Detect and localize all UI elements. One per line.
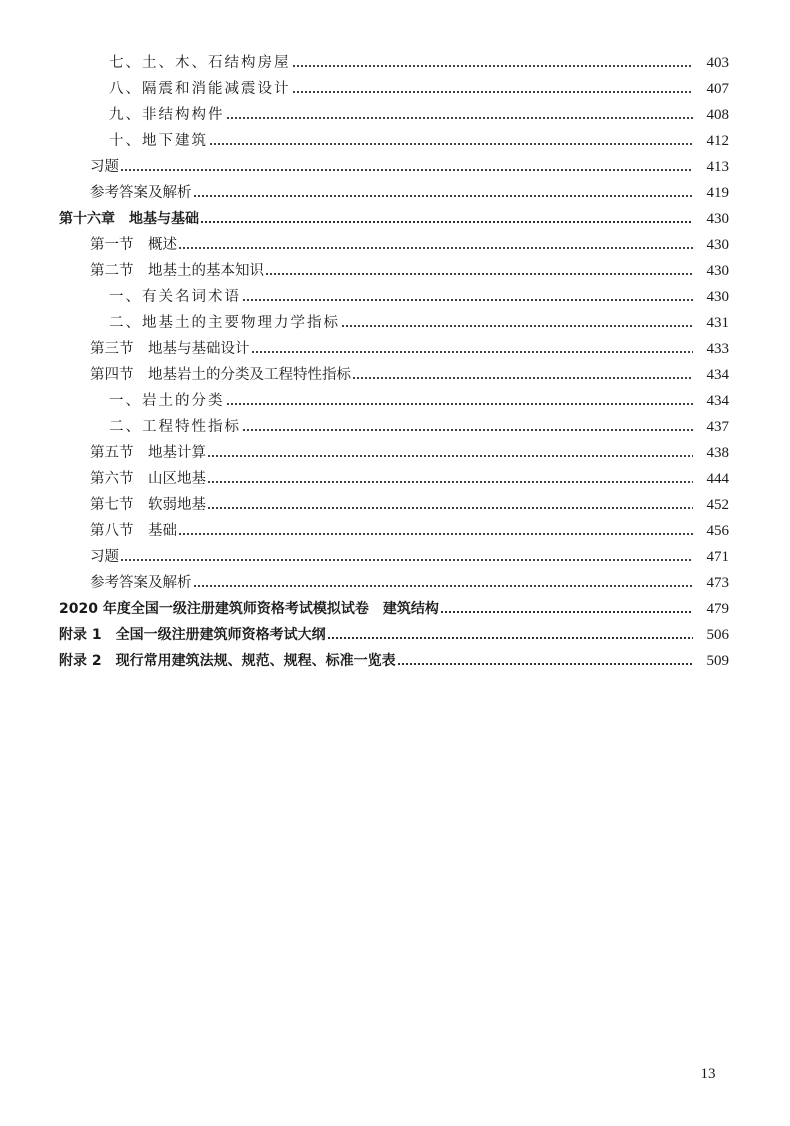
toc-entry[interactable] bbox=[109, 284, 729, 310]
toc-entry[interactable] bbox=[109, 50, 729, 76]
toc-entry-page: 444 bbox=[706, 471, 729, 487]
toc-entry-page: 437 bbox=[706, 419, 729, 435]
toc-entry-page: 434 bbox=[706, 393, 729, 409]
dot-leader bbox=[207, 492, 693, 518]
toc-entry-title: 第一节 概述 bbox=[90, 237, 177, 253]
dot-leader bbox=[341, 310, 693, 336]
toc-entry-title: 第四节 地基岩土的分类及工程特性指标 bbox=[90, 367, 351, 383]
toc-entry-title: 参考答案及解析 bbox=[90, 185, 192, 201]
toc-entry[interactable] bbox=[90, 466, 729, 492]
toc-entry-page: 412 bbox=[706, 133, 729, 149]
dot-leader bbox=[352, 362, 693, 388]
toc-entry-title: 习题 bbox=[90, 549, 119, 565]
toc-entry-page: 430 bbox=[706, 263, 729, 279]
toc-entry-title: 习题 bbox=[90, 159, 119, 175]
toc-entry[interactable] bbox=[90, 544, 729, 570]
toc-entry[interactable] bbox=[109, 102, 729, 128]
toc-entry-page: 403 bbox=[706, 55, 729, 71]
dot-leader bbox=[200, 206, 693, 232]
dot-leader bbox=[440, 596, 693, 622]
toc-chapter-entry[interactable] bbox=[59, 206, 729, 232]
toc-entry-page: 434 bbox=[706, 367, 729, 383]
dot-leader bbox=[207, 466, 693, 492]
toc-appendix-entry[interactable] bbox=[59, 622, 729, 648]
toc-entry-title: 二、地基土的主要物理力学指标 bbox=[109, 315, 340, 331]
dot-leader bbox=[251, 336, 694, 362]
dot-leader bbox=[120, 154, 693, 180]
toc-entry[interactable] bbox=[90, 570, 729, 596]
toc-entry-page: 438 bbox=[706, 445, 729, 461]
toc-entry-page: 479 bbox=[706, 601, 729, 617]
dot-leader bbox=[292, 50, 694, 76]
toc-entry-page: 407 bbox=[706, 81, 729, 97]
toc-entry-page: 408 bbox=[706, 107, 729, 123]
dot-leader bbox=[178, 518, 693, 544]
toc-entry-title: 2020 年度全国一级注册建筑师资格考试模拟试卷 建筑结构 bbox=[59, 601, 439, 617]
toc-entry-title: 第六节 山区地基 bbox=[90, 471, 206, 487]
page-number: 13 bbox=[700, 1066, 716, 1082]
toc-entry-page: 473 bbox=[706, 575, 729, 591]
toc-entry[interactable] bbox=[109, 310, 729, 336]
toc-entry-title: 第八节 基础 bbox=[90, 523, 177, 539]
toc-entry-page: 430 bbox=[706, 211, 729, 227]
toc-entry[interactable] bbox=[90, 336, 729, 362]
toc-entry-title: 附录 1 全国一级注册建筑师资格考试大纲 bbox=[59, 627, 326, 643]
dot-leader bbox=[178, 232, 693, 258]
toc-entry-title: 第五节 地基计算 bbox=[90, 445, 206, 461]
toc-entry[interactable] bbox=[90, 180, 729, 206]
toc-appendix-entry[interactable] bbox=[59, 596, 729, 622]
toc-entry[interactable] bbox=[90, 492, 729, 518]
toc-entry-title: 十、地下建筑 bbox=[109, 133, 208, 149]
toc-entry-page: 413 bbox=[706, 159, 729, 175]
toc-entry[interactable] bbox=[109, 388, 729, 414]
toc-entry-page: 506 bbox=[706, 627, 729, 643]
toc-entry[interactable] bbox=[109, 128, 729, 154]
dot-leader bbox=[209, 128, 693, 154]
dot-leader bbox=[397, 648, 693, 674]
toc-entry-page: 456 bbox=[706, 523, 729, 539]
toc-entry[interactable] bbox=[109, 414, 729, 440]
toc-entry-title: 一、岩土的分类 bbox=[109, 393, 225, 409]
dot-leader bbox=[265, 258, 693, 284]
dot-leader bbox=[120, 544, 693, 570]
toc-entry-page: 452 bbox=[706, 497, 729, 513]
toc-entry[interactable] bbox=[109, 76, 729, 102]
toc-entry-page: 471 bbox=[706, 549, 729, 565]
toc-entry-page: 430 bbox=[706, 237, 729, 253]
toc-entry-page: 433 bbox=[706, 341, 729, 357]
toc-appendix-entry[interactable] bbox=[59, 648, 729, 674]
toc-entry-title: 第十六章 地基与基础 bbox=[59, 211, 199, 227]
toc-entry-title: 八、隔震和消能减震设计 bbox=[109, 81, 291, 97]
toc-entry[interactable] bbox=[90, 232, 729, 258]
toc-entry-title: 一、有关名词术语 bbox=[109, 289, 241, 305]
dot-leader bbox=[292, 76, 694, 102]
toc-entry-page: 509 bbox=[706, 653, 729, 669]
dot-leader bbox=[193, 570, 694, 596]
dot-leader bbox=[226, 388, 694, 414]
dot-leader bbox=[193, 180, 694, 206]
toc-entry[interactable] bbox=[90, 362, 729, 388]
toc-entry-title: 二、工程特性指标 bbox=[109, 419, 241, 435]
dot-leader bbox=[207, 440, 693, 466]
toc-entry-page: 431 bbox=[706, 315, 729, 331]
toc-entry-title: 九、非结构构件 bbox=[109, 107, 225, 123]
toc-entry-title: 参考答案及解析 bbox=[90, 575, 192, 591]
dot-leader bbox=[226, 102, 694, 128]
toc-entry-title: 七、土、木、石结构房屋 bbox=[109, 55, 291, 71]
toc-entry[interactable] bbox=[90, 518, 729, 544]
toc-entry-page: 430 bbox=[706, 289, 729, 305]
toc-entry-title: 第七节 软弱地基 bbox=[90, 497, 206, 513]
dot-leader bbox=[242, 284, 693, 310]
toc-entry-title: 第二节 地基土的基本知识 bbox=[90, 263, 264, 279]
toc-entry[interactable] bbox=[90, 154, 729, 180]
toc-entry[interactable] bbox=[90, 440, 729, 466]
toc-entry-page: 419 bbox=[706, 185, 729, 201]
toc-entry-title: 第三节 地基与基础设计 bbox=[90, 341, 250, 357]
toc-entry-title: 附录 2 现行常用建筑法规、规范、规程、标准一览表 bbox=[59, 653, 396, 669]
dot-leader bbox=[327, 622, 693, 648]
toc-entry[interactable] bbox=[90, 258, 729, 284]
dot-leader bbox=[242, 414, 693, 440]
